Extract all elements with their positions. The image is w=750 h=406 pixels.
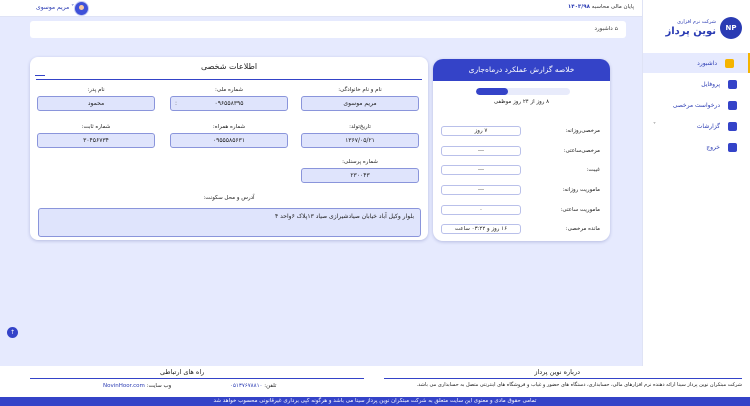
- copyright-bar: تمامی حقوق مادی و معنوی این سایت متعلق به شرکت مبتکران نوین پرداز سینا می باشد و هرگونه کپی برداری غیرقانونی محسوب خواهد شد: [0, 397, 750, 406]
- sidebar-nav: [643, 53, 750, 158]
- sidebar-item-label: داشبورد: [697, 59, 717, 67]
- profile-icon: [728, 80, 737, 89]
- national-id-box: [170, 96, 288, 111]
- performance-summary-title: خلاصه گزارش عملکرد درماه‌جاری: [433, 59, 610, 81]
- chevron-down-icon[interactable]: ˅: [653, 122, 656, 129]
- user-menu[interactable]: [36, 4, 74, 11]
- landline-label: شماره ثابت:: [81, 124, 111, 130]
- card-collapse-handle[interactable]: [35, 75, 45, 76]
- birth-date-field: [301, 124, 419, 148]
- reports-icon: [728, 122, 737, 131]
- footer: [0, 366, 750, 406]
- sidebar-item-label: خروج: [706, 143, 720, 151]
- fiscal-expiry-value: ۱۴۰۳/۹۸: [567, 4, 591, 10]
- national-id-label: شماره ملی:: [215, 87, 243, 93]
- attendance-progress-bar: [476, 88, 570, 95]
- sidebar-item-label: پروفایل: [701, 80, 720, 88]
- logout-icon: [728, 143, 737, 152]
- full-name-field: [301, 87, 419, 111]
- summary-value: ۷ روز: [441, 126, 521, 136]
- divider: [36, 79, 422, 80]
- personnel-no-label: شماره پرسنلی:: [342, 159, 378, 165]
- website-link[interactable]: NovinHoor.com: [103, 383, 145, 389]
- personnel-no-field: [301, 159, 419, 183]
- separator: :: [175, 100, 178, 107]
- footer-phone: [230, 383, 276, 389]
- summary-row-hourly-mission: [433, 205, 610, 215]
- sidebar-item-logout[interactable]: [643, 137, 750, 157]
- footer-website: [103, 383, 171, 389]
- scroll-to-top-button[interactable]: ↑: [7, 327, 18, 338]
- landline-field: [37, 124, 155, 148]
- summary-value: ۱۶ روز و ۰۳:۲۲ ساعت: [441, 224, 521, 234]
- mobile-field: [170, 124, 288, 148]
- summary-value: ---: [441, 146, 521, 156]
- address-label: آدرس و محل سکونت:: [203, 195, 255, 201]
- sidebar-item-reports[interactable]: [643, 116, 750, 136]
- summary-row-leave-balance: [433, 224, 610, 234]
- footer-about-title: درباره نوین پرداز: [534, 368, 580, 376]
- personnel-no-value: ۲۳۰۰۴۳: [301, 168, 419, 183]
- sidebar-item-leave-request[interactable]: [643, 95, 750, 115]
- summary-row-daily-mission: [433, 185, 610, 195]
- summary-label: مانده مرخصی:: [565, 226, 600, 232]
- summary-value: ---: [441, 185, 521, 195]
- summary-label: غیبت:: [586, 167, 600, 173]
- birth-date-value: ۱۳۶۷/۰۵/۲۱: [301, 133, 419, 148]
- summary-value: ---: [441, 165, 521, 175]
- full-name-value: مریم موسوی: [301, 96, 419, 111]
- divider: [384, 378, 742, 379]
- performance-summary-card: [433, 59, 610, 241]
- summary-row-hourly-leave: [433, 146, 610, 156]
- logo-subtitle: شرکت نرم افزاری: [677, 19, 716, 25]
- breadcrumb: [30, 21, 626, 38]
- footer-contact-title: راه های ارتباطی: [160, 368, 205, 376]
- sidebar: [642, 0, 750, 366]
- national-id-value: ۰۹۶۵۵۸۳۹۵: [214, 100, 244, 107]
- mobile-value: ۰۹۵۵۵۸۵۶۳۱: [170, 133, 288, 148]
- logo-mark-icon: NP: [720, 17, 742, 39]
- summary-row-daily-leave: [433, 126, 610, 136]
- website-label: وب سایت:: [146, 383, 172, 389]
- personal-info-title: اطلاعات شخصی: [200, 62, 258, 71]
- home-icon[interactable]: ⌂: [614, 26, 618, 32]
- summary-row-absence: [433, 165, 610, 175]
- landline-value: ۳۰۴۵۶۷۳۴: [37, 133, 155, 148]
- phone-value[interactable]: ۰۵۱۳۷۶۷۸۸۱۰: [230, 383, 263, 389]
- summary-value: ۰: [441, 205, 521, 215]
- footer-about-text: شرکت مبتکران نوین پرداز سینا ارائه دهنده نرم افزارهای مالی، حسابداری، دستگاه های حضور و غیاب و فروشگاه های اینترنتی متصل به حسابداری می باشد.: [416, 382, 742, 388]
- sidebar-item-label: گزارشات: [696, 122, 720, 130]
- company-logo[interactable]: [650, 17, 742, 39]
- father-name-label: نام پدر:: [87, 87, 105, 93]
- summary-label: مرخصی‌ساعتی:: [563, 148, 600, 154]
- divider: [30, 378, 364, 379]
- mobile-label: شماره همراه:: [212, 124, 246, 130]
- summary-label: ماموریت روزانه:: [562, 187, 600, 193]
- attendance-progress-fill: [476, 88, 508, 95]
- birth-date-label: تاریخ‌تولد:: [349, 124, 371, 130]
- summary-label: مرخصی‌روزانه:: [565, 128, 600, 134]
- sidebar-item-label: درخواست مرخصی: [672, 101, 720, 109]
- summary-label: ماموریت ساعتی:: [560, 207, 600, 213]
- chevron-down-icon[interactable]: ˅: [71, 4, 75, 11]
- national-id-field: [170, 87, 288, 111]
- phone-label: تلفن:: [264, 383, 277, 389]
- avatar[interactable]: [74, 1, 89, 16]
- logo-title: نوین پرداز: [665, 26, 716, 37]
- personal-info-card: [30, 57, 428, 240]
- sidebar-item-profile[interactable]: [643, 74, 750, 94]
- father-name-value: محمود: [37, 96, 155, 111]
- breadcrumb-current: داشبورد: [594, 26, 613, 32]
- fiscal-expiry-label: پایان مالی محاسبه: [591, 4, 634, 10]
- full-name-label: نام و نام خانوادگی:: [338, 87, 382, 93]
- sidebar-item-dashboard[interactable]: [643, 53, 750, 73]
- user-name[interactable]: مریم موسوی: [36, 4, 70, 11]
- dashboard-icon: [725, 59, 734, 68]
- top-bar: [0, 0, 642, 17]
- address-value: بلوار وکیل آباد خیابان صیادشیرازی صیاد ۱۳پلاک ۶واحد ۴: [38, 208, 421, 237]
- attendance-progress-text: ۸ روز از ۲۴ روز موظفی: [493, 99, 550, 105]
- father-name-field: [37, 87, 155, 111]
- leave-request-icon: [728, 101, 737, 110]
- fiscal-expiry: [566, 4, 634, 10]
